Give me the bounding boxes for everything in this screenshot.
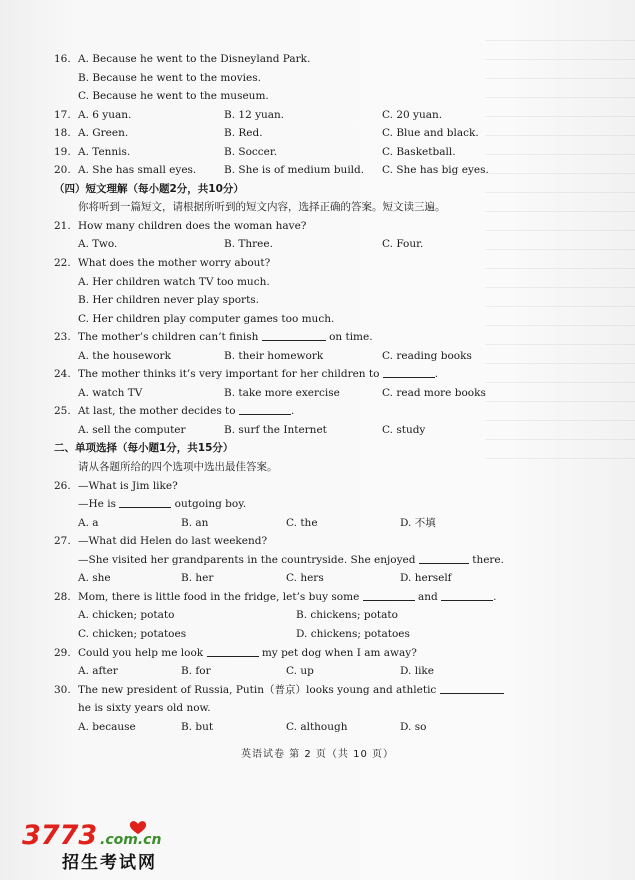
logo-domain: .com.cn [100, 832, 162, 848]
question-20: 20. A. She has small eyes. B. She is of medium build. C. She has big eyes. [54, 164, 489, 177]
answer-blank [119, 495, 171, 508]
options-28-cd: C. chicken; potatoes D. chickens; potatoes [78, 627, 410, 640]
question-27: 27. —What did Helen do last weekend? [54, 535, 268, 548]
question-26-reply: —He is outgoing boy. [54, 495, 504, 514]
question-25: 25. At last, the mother decides to . [54, 402, 504, 421]
question-28: 28. Mom, there is little food in the fridge, let’s buy some and . [54, 588, 504, 607]
answer-blank [363, 588, 415, 601]
section-4-title: （四）短文理解（每小题2分，共10分） [54, 182, 244, 195]
options-30: A. because B. but C. although D. so [78, 720, 427, 733]
answer-blank [207, 644, 259, 657]
question-30-cont: he is sixty years old now. [78, 702, 211, 715]
question-22: 22. What does the mother worry about? [54, 257, 271, 270]
question-19: 19. A. Tennis. B. Soccer. C. Basketball. [54, 145, 456, 158]
answer-blank [419, 551, 469, 564]
option-22c: C. Her children play computer games too much. [78, 312, 335, 325]
section-2-instruction: 请从各题所给的四个选项中选出最佳答案。 [78, 461, 278, 474]
section-4-instruction: 你将听到一篇短文，请根据所听到的短文内容，选择正确的答案。短文读三遍。 [78, 201, 446, 214]
answer-blank [440, 681, 504, 694]
options-29: A. after B. for C. up D. like [78, 665, 435, 678]
answer-blank [262, 328, 326, 341]
question-18: 18. A. Green. B. Red. C. Blue and black. [54, 127, 479, 140]
option-22a: A. Her children watch TV too much. [78, 275, 270, 288]
question-29: 29. Could you help me look my pet dog when I am away? [54, 644, 504, 663]
options-28-ab: A. chicken; potato B. chickens; potato [78, 609, 398, 622]
logo-number: 3773 [22, 820, 98, 851]
option-16c: C. Because he went to the museum. [78, 90, 269, 103]
options-24: A. watch TV B. take more exercise C. read more books [78, 386, 486, 399]
section-2-title: 二、单项选择（每小题1分，共15分） [54, 442, 234, 455]
options-23: A. the housework B. their homework C. reading books [78, 349, 472, 362]
question-content [54, 50, 504, 736]
question-30: 30. The new president of Russia, Putin（普京）looks young and athletic [54, 681, 504, 700]
option-16b: B. Because he went to the movies. [78, 71, 261, 84]
question-27-reply: —She visited her grandparents in the countryside. She enjoyed there. [54, 551, 504, 570]
answer-blank [239, 402, 291, 415]
answer-blank [383, 365, 435, 378]
options-21: A. Two. B. Three. C. Four. [78, 238, 424, 251]
question-21: 21. How many children does the woman have? [54, 219, 307, 232]
page-footer: 英语试卷 第 2 页（共 10 页） [241, 749, 394, 760]
site-logo[interactable] [0, 810, 200, 880]
options-26: A. a B. an C. the D. 不填 [78, 516, 436, 529]
options-27: A. she B. her C. hers D. herself [78, 572, 452, 585]
question-26: 26. —What is Jim like? [54, 479, 178, 492]
question-16: 16. A. Because he went to the Disneyland Park. [54, 53, 311, 65]
question-23: 23. The mother’s children can’t finish on time. [54, 328, 504, 347]
bleed-through-texture [485, 40, 635, 460]
question-24: 24. The mother thinks it’s very important for her children to . [54, 365, 504, 384]
logo-tagline: 招生考试网 [62, 853, 157, 873]
option-22b: B. Her children never play sports. [78, 294, 260, 307]
question-17: 17. A. 6 yuan. B. 12 yuan. C. 20 yuan. [54, 108, 443, 121]
options-25: A. sell the computer B. surf the Internet C. study [78, 423, 426, 436]
answer-blank [441, 588, 493, 601]
